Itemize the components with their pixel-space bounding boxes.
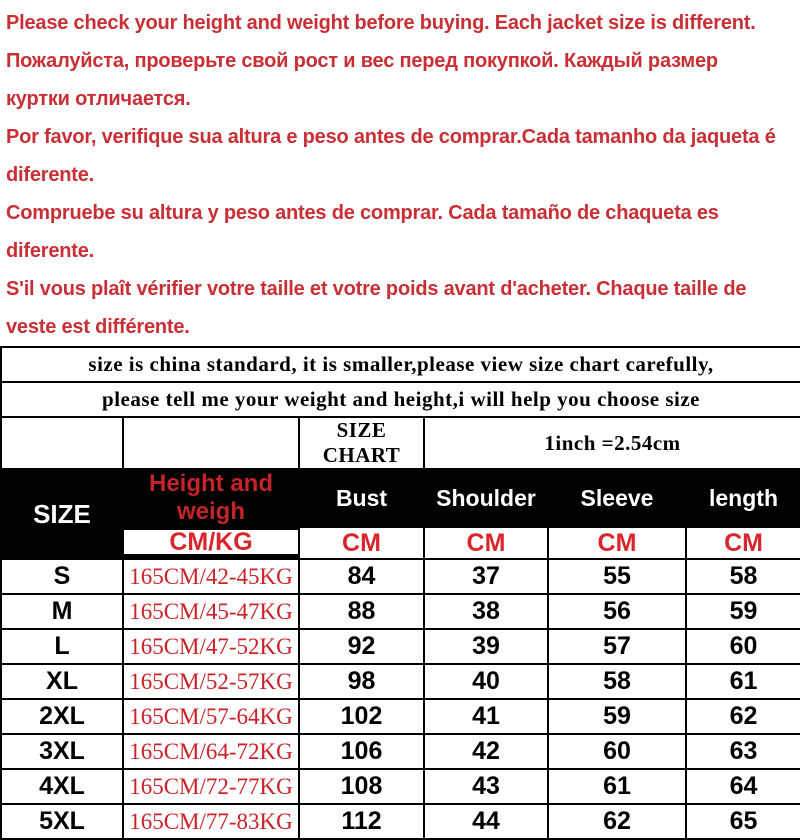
note-line-1: size is china standard, it is smaller,please view size chart carefully, bbox=[1, 347, 800, 382]
cell-length: 59 bbox=[686, 594, 800, 629]
size-row bbox=[1, 804, 800, 839]
cell-length: 62 bbox=[686, 699, 800, 734]
column-header-height-weight: Height and weigh bbox=[123, 469, 299, 527]
inch-conversion-note: 1inch =2.54cm bbox=[424, 417, 800, 469]
cell-height-weight: 165CM/47-52KG bbox=[123, 629, 299, 664]
cell-height-weight: 165CM/57-64KG bbox=[123, 699, 299, 734]
cell-shoulder: 43 bbox=[424, 769, 548, 804]
column-header-sleeve: Sleeve bbox=[548, 469, 686, 527]
unit-shoulder: CM bbox=[424, 527, 548, 559]
size-row bbox=[1, 594, 800, 629]
unit-height-weight bbox=[123, 527, 299, 559]
column-header-bust: Bust bbox=[299, 469, 424, 527]
cell-bust: 102 bbox=[299, 699, 424, 734]
cell-length: 63 bbox=[686, 734, 800, 769]
empty-cell bbox=[1, 417, 123, 469]
warning-line-ru: куртки отличается. bbox=[6, 88, 191, 110]
cell-height-weight: 165CM/45-47KG bbox=[123, 594, 299, 629]
cell-bust: 106 bbox=[299, 734, 424, 769]
cell-size: M bbox=[1, 594, 123, 629]
cell-bust: 88 bbox=[299, 594, 424, 629]
cell-shoulder: 44 bbox=[424, 804, 548, 839]
size-row bbox=[1, 769, 800, 804]
column-header-shoulder: Shoulder bbox=[424, 469, 548, 527]
cell-sleeve: 60 bbox=[548, 734, 686, 769]
cell-bust: 84 bbox=[299, 559, 424, 594]
cell-sleeve: 56 bbox=[548, 594, 686, 629]
cell-height-weight: 165CM/64-72KG bbox=[123, 734, 299, 769]
warning-line-ru: Пожалуйста, проверьте свой рост и вес перед покупкой. Каждый размер bbox=[6, 50, 718, 72]
cell-shoulder: 39 bbox=[424, 629, 548, 664]
cell-sleeve: 61 bbox=[548, 769, 686, 804]
size-chart-label: SIZE CHART bbox=[299, 417, 424, 469]
cell-length: 64 bbox=[686, 769, 800, 804]
size-row bbox=[1, 734, 800, 769]
cell-length: 60 bbox=[686, 629, 800, 664]
size-row bbox=[1, 664, 800, 699]
cell-size: 5XL bbox=[1, 804, 123, 839]
cell-size: 4XL bbox=[1, 769, 123, 804]
warning-line-en: Please check your height and weight before buying. Each jacket size is different. bbox=[6, 12, 756, 34]
size-chart-table bbox=[0, 346, 800, 840]
warning-line-pt: Por favor, verifique sua altura e peso antes de comprar.Cada tamanho da jaqueta é bbox=[6, 126, 776, 148]
note-line-2: please tell me your weight and height,i will help you choose size bbox=[1, 382, 800, 417]
cell-bust: 98 bbox=[299, 664, 424, 699]
column-header-size: SIZE bbox=[1, 469, 123, 559]
note-row-2 bbox=[1, 382, 800, 417]
cell-bust: 108 bbox=[299, 769, 424, 804]
cell-length: 65 bbox=[686, 804, 800, 839]
cell-sleeve: 59 bbox=[548, 699, 686, 734]
warning-block bbox=[0, 0, 800, 346]
unit-length: CM bbox=[686, 527, 800, 559]
cell-shoulder: 37 bbox=[424, 559, 548, 594]
cell-sleeve: 55 bbox=[548, 559, 686, 594]
size-rows bbox=[1, 559, 800, 839]
cell-sleeve: 62 bbox=[548, 804, 686, 839]
cell-shoulder: 42 bbox=[424, 734, 548, 769]
unit-bust: CM bbox=[299, 527, 424, 559]
warning-line-es: diferente. bbox=[6, 240, 95, 262]
cell-size: 2XL bbox=[1, 699, 123, 734]
cell-shoulder: 41 bbox=[424, 699, 548, 734]
cell-shoulder: 38 bbox=[424, 594, 548, 629]
cell-bust: 112 bbox=[299, 804, 424, 839]
size-chart-header-rows bbox=[1, 347, 800, 559]
size-row bbox=[1, 699, 800, 734]
size-row bbox=[1, 559, 800, 594]
column-header-row bbox=[1, 469, 800, 527]
cell-height-weight: 165CM/72-77KG bbox=[123, 769, 299, 804]
cell-shoulder: 40 bbox=[424, 664, 548, 699]
unit-height-weight-label: CM/KG bbox=[124, 530, 298, 554]
size-row bbox=[1, 629, 800, 664]
warning-line-es: Compruebe su altura y peso antes de comprar. Cada tamaño de chaqueta es bbox=[6, 202, 719, 224]
warning-line-pt: diferente. bbox=[6, 164, 95, 186]
cell-height-weight: 165CM/77-83KG bbox=[123, 804, 299, 839]
cell-size: L bbox=[1, 629, 123, 664]
cell-height-weight: 165CM/52-57KG bbox=[123, 664, 299, 699]
warning-line-fr: veste est différente. bbox=[6, 316, 190, 338]
unit-sleeve: CM bbox=[548, 527, 686, 559]
cell-length: 58 bbox=[686, 559, 800, 594]
cell-size: XL bbox=[1, 664, 123, 699]
cell-bust: 92 bbox=[299, 629, 424, 664]
cell-sleeve: 57 bbox=[548, 629, 686, 664]
warning-line-fr: S'il vous plaît vérifier votre taille et votre poids avant d'acheter. Chaque taille de bbox=[6, 278, 747, 300]
cell-size: 3XL bbox=[1, 734, 123, 769]
cell-length: 61 bbox=[686, 664, 800, 699]
chart-label-row bbox=[1, 417, 800, 469]
cell-size: S bbox=[1, 559, 123, 594]
empty-cell bbox=[123, 417, 299, 469]
note-row-1 bbox=[1, 347, 800, 382]
column-header-length: length bbox=[686, 469, 800, 527]
cell-height-weight: 165CM/42-45KG bbox=[123, 559, 299, 594]
cell-sleeve: 58 bbox=[548, 664, 686, 699]
